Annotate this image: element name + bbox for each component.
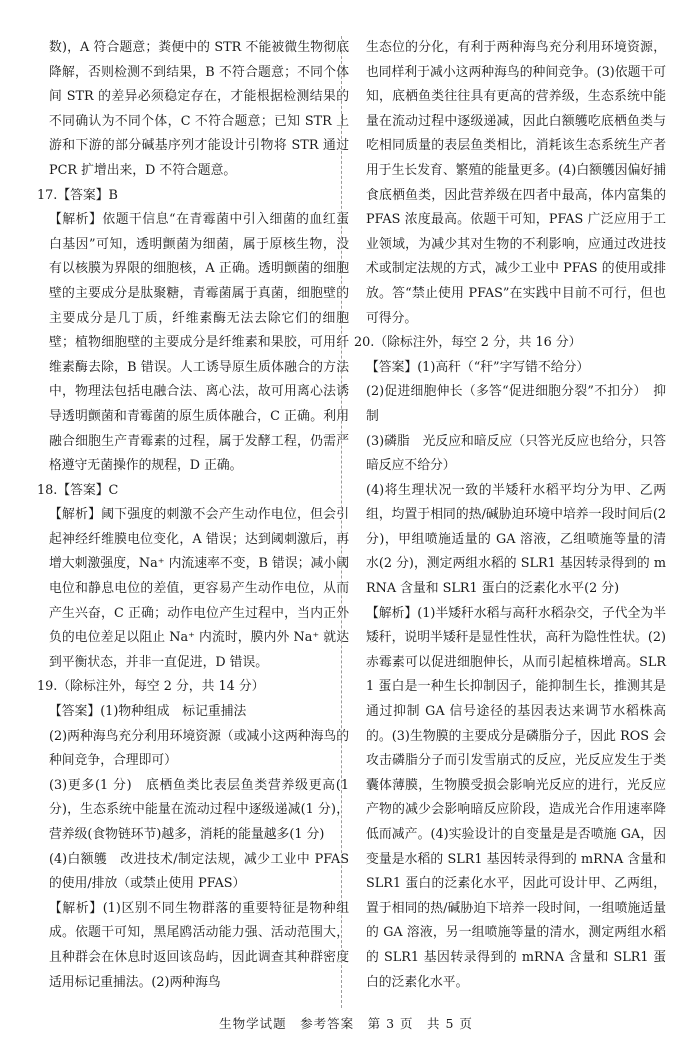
left-column-paragraph: (3)更多(1 分) 底栖鱼类比表层鱼类营养级更高(1 分)，生态系统中能量在流动过程中逐级递减(1 分)，营养级(食物链环节)越多，消耗的能量越多(1 分) [49, 777, 349, 842]
left-column-paragraph: 18.【答案】C [37, 482, 119, 498]
right-column-paragraph: 【解析】(1)半矮秆水稻与高秆水稻杂交，子代全为半矮秆，说明半矮秆是显性性状，高秆为隐性性状。(2)赤霉素可以促进细胞伸长，从而引起植株增高。SLR1 蛋白是一种生长抑制因子，能抑制生长，推测其是通过抑制 GA 信号途径的基因表达来调节水稻株高的。(3)生物膜的主要成分是磷脂分子，因此 ROS 会攻击磷脂分子而引发雪崩式的反应，光反应发生于类囊体薄膜，生物膜受损会影响光反应的进行，光反应产物的减少会影响暗反应阶段，造成光合作用速率降低而减产。(4)实验设计的自变量是是否喷施 GA，因变量是水稻的 SLR1 基因转录得到的 mRNA 含量和 SLR1 蛋白的泛素化水平，因此可设计甲、乙两组，置于相同的热/碱胁迫下培养一段时间，一组喷施适量的 GA 溶液，另一组喷施等量的清水，测定两组水稻的 SLR1 基因转录得到的 mRNA 含量和 SLR1 蛋白的泛素化水平。 [366, 605, 666, 990]
left-column-paragraph: 17.【答案】B [37, 187, 118, 203]
left-column-paragraph: 数)，A 符合题意；粪便中的 STR 不能被微生物彻底降解，否则检测不到结果，B 不符合题意；不同个体间 STR 的差异必须稳定存在，才能根据检测结果的不同确认为不同个体，C 不符合题意；已知 STR 上游和下游的部分碱基序列才能设计引物将 STR 通过 PCR 扩增出来，D 不符合题意。 [49, 40, 349, 178]
right-column-paragraph: 生态位的分化，有利于两种海鸟充分利用环境资源，也同样利于减小这两种海鸟的种间竞争。(3)依题干可知，底栖鱼类往往具有更高的营养级，生态系统中能量在流动过程中逐级递减，因此白额鹱吃底栖鱼类与吃相同质量的表层鱼类相比，消耗该生态系统生产者用于生长发育、繁殖的能量更多。(4)白额鹱因偏好捕食底栖鱼类，因此营养级在四者中最高，体内富集的 PFAS 浓度最高。依题干可知，PFAS 广泛应用于工业领域，为减少其对生物的不利影响，应通过改进技术或制定法规的方式，减少工业中 PFAS 的使用或排放。答“禁止使用 PFAS”在实践中目前不可行，但也可得分。 [366, 40, 666, 326]
right-column-paragraph: 【答案】(1)高秆（“秆”字写错不给分） [366, 359, 590, 375]
right-column-paragraph: 20.（除标注外，每空 2 分，共 16 分） [354, 335, 582, 351]
right-column [354, 36, 666, 995]
left-column-paragraph: 【解析】依题干信息“在青霉菌中引入细菌的血红蛋白基因”可知，透明颤菌为细菌，属于原核生物，没有以核膜为界限的细胞核，A 正确。透明颤菌的细胞壁的主要成分是肽聚糖，青霉菌属于真菌，细胞壁的主要成分是几丁质，纤维素酶无法去除它们的细胞壁；植物细胞壁的主要成分是纤维素和果胶，可用纤维素酶去除，B 错误。人工诱导原生质体融合的方法中，物理法包括电融合法、离心法，故可用离心法诱导透明颤菌和青霉菌的原生质体融合，C 正确。利用融合细胞生产青霉素的过程，属于发酵工程，仍需严格遵守无菌操作的规程，D 正确。 [49, 212, 349, 474]
left-column-paragraph: 【解析】阈下强度的刺激不会产生动作电位，但会引起神经纤维膜电位变化，A 错误；达到阈刺激后，再增大刺激强度，Na⁺ 内流速率不变，B 错误；减小阈电位和静息电位的差值，更容易产生动作电位，从而产生兴奋，C 正确；动作电位产生过程中，当内正外负的电位差足以阻止 Na⁺ 内流时，膜内外 Na⁺ 就达到平衡状态，并非一直促进，D 错误。 [49, 507, 349, 670]
column-divider [341, 36, 342, 1008]
left-column-paragraph: 【解析】(1)区别不同生物群落的重要特征是物种组成。依题干可知，黑尾鸥活动能力强、活动范围大，且种群会在休息时返回该岛屿，因此调查其种群密度适用标记重捕法。(2)两种海鸟 [49, 900, 349, 990]
right-column-paragraph: (2)促进细胞伸长（多答“促进细胞分裂”不扣分） 抑制 [366, 384, 666, 424]
left-column [37, 36, 349, 995]
left-column-paragraph: (4)白额鹱 改进技术/制定法规，减少工业中 PFAS 的使用/排放（或禁止使用 PFAS） [49, 851, 349, 892]
left-column-paragraph: 19.（除标注外，每空 2 分，共 14 分） [37, 679, 265, 695]
left-column-paragraph: (2)两种海鸟充分利用环境资源（或减小这两种海鸟的种间竞争，合理即可） [49, 728, 349, 769]
right-column-paragraph: (4)将生理状况一致的半矮秆水稻平均分为甲、乙两组，均置于相同的热/碱胁迫环境中培养一段时间后(2 分)，甲组喷施适量的 GA 溶液，乙组喷施等量的清水(2 分)，测定两组水稻的 SLR1 基因转录得到的 mRNA 含量和 SLR1 蛋白的泛素化水平(2 分) [366, 482, 666, 597]
right-column-paragraph: (3)磷脂 光反应和暗反应（只答光反应也给分，只答暗反应不给分） [366, 433, 666, 474]
page-footer: 生物学试题 参考答案 第 3 页 共 5 页 [219, 1016, 473, 1031]
left-column-paragraph: 【答案】(1)物种组成 标记重捕法 [49, 704, 247, 720]
